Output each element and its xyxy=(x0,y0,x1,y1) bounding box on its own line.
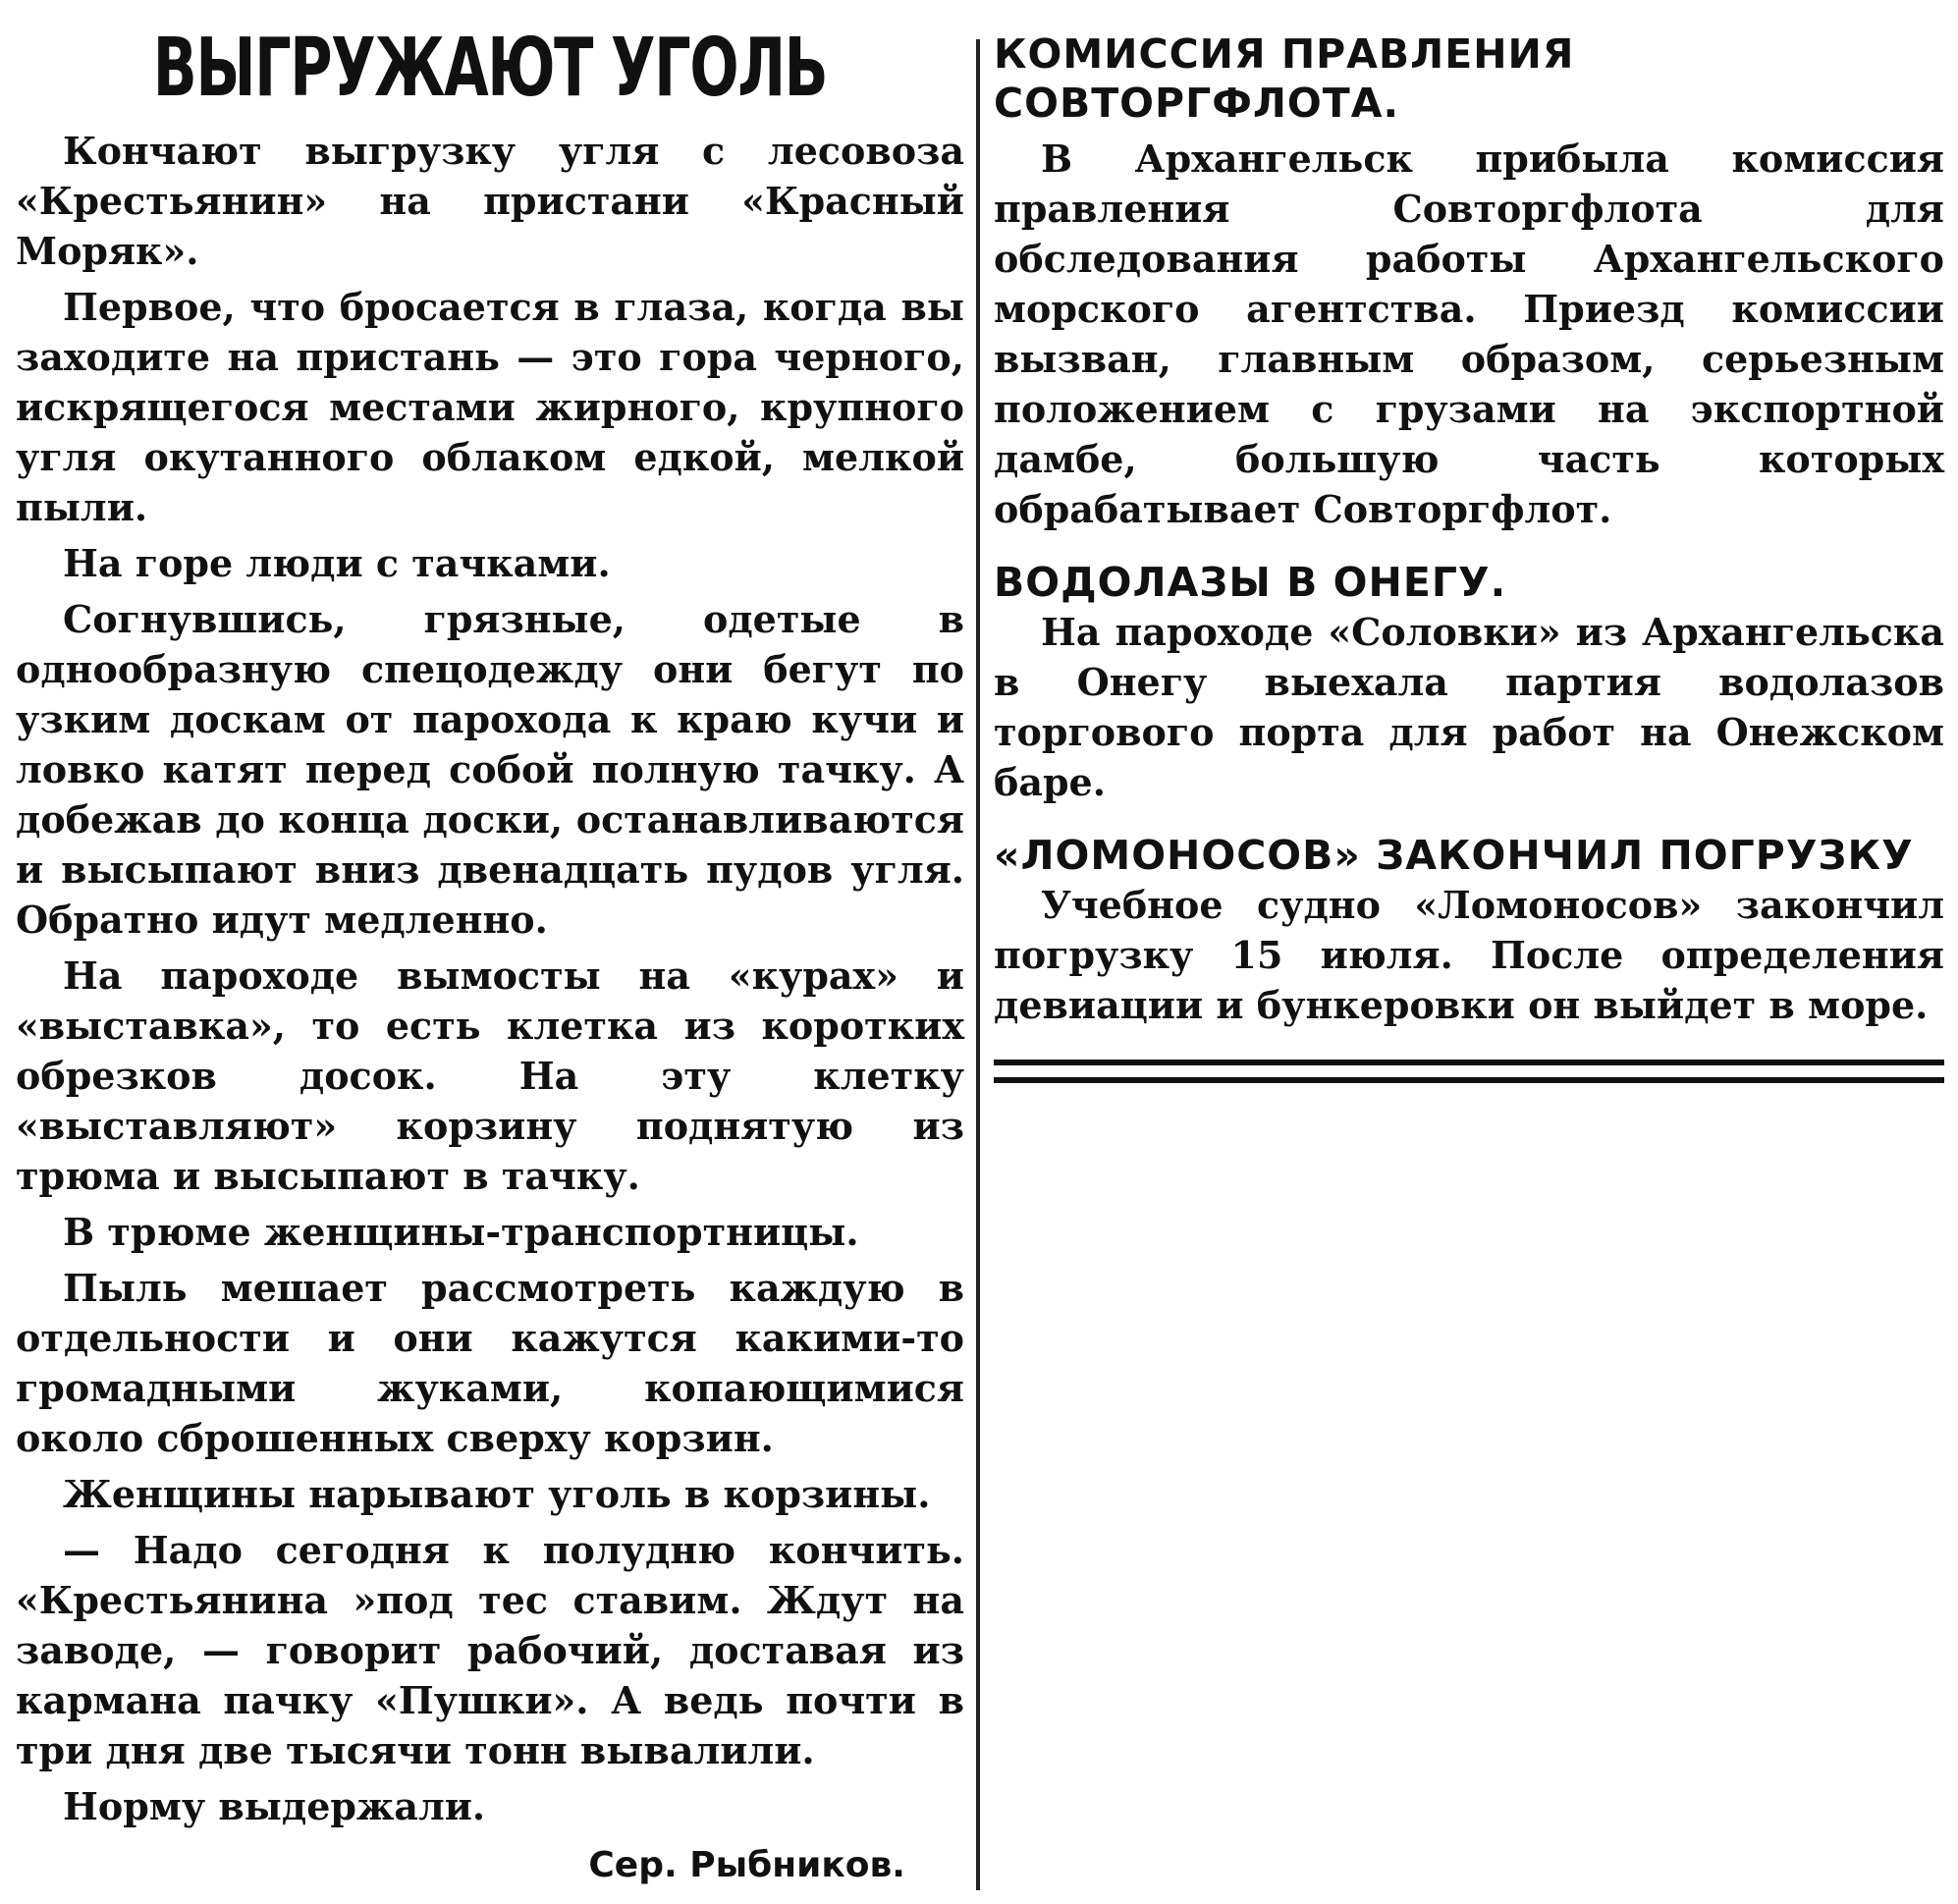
article-text: На пароходе «Соловки» из Архангельска в Онегу выехала партия водолазов торгового порта для работ на Онежском баре. xyxy=(994,610,1944,804)
article-headline: КОМИССИЯ ПРАВЛЕНИЯ СОВТОРГФЛОТА. xyxy=(994,30,1575,127)
article-text: Учебное судно «Ломоносов» закончил погрузку 15 июля. После определения девиации и бункеровки он выйдет в море. xyxy=(994,883,1944,1027)
paragraph: Кончают выгрузку угля с лесовоза «Крестьянин» на пристани «Красный Моряк». xyxy=(16,129,964,273)
article-text: В Архангельск прибыла комиссия правления Совторгфлота для обследования работы Архангельского морского агентства. Приезд комиссии вызван, главным образом, серьезным положением с грузами на экспортной дамбе, большую часть которых обрабатывает Совторгфлот. xyxy=(994,136,1944,531)
rule-line xyxy=(994,1077,1944,1083)
article-divers xyxy=(994,558,1944,807)
article-headline: «ЛОМОНОСОВ» ЗАКОНЧИЛ ПОГРУЗКУ xyxy=(994,832,1914,879)
paragraph: Первое, что бросается в глаза, когда вы заходите на пристань — это гора черного, искрящегося местами жирного, крупного угля окутанного облаком едкой, мелкой пыли. xyxy=(16,285,964,529)
right-column xyxy=(994,0,1944,1083)
rule-line xyxy=(994,1060,1944,1065)
article-headline-coal: ВЫГРУЖАЮТ УГОЛЬ xyxy=(152,22,828,115)
paragraph: Женщины нарывают уголь в корзины. xyxy=(63,1472,931,1516)
paragraph: Пыль мешает рассмотреть каждую в отдельности и они кажутся какими-то громадными жуками, копающимися около сброшенных сверху корзин. xyxy=(16,1266,964,1460)
column-divider xyxy=(976,39,980,1890)
paragraph: Норму выдержали. xyxy=(63,1784,486,1828)
paragraph: — Надо сегодня к полудню кончить. «Крестьянина »под тес ставим. Ждут на заводе, — говорит рабочий, доставая из кармана пачку «Пушки». А ведь почти в три дня две тысячи тонн вывалили. xyxy=(16,1528,964,1772)
paragraph: Согнувшись, грязные, одетые в однообразную спецодежду они бегут по узким доскам от парохода к краю кучи и ловко катят перед собой полную тачку. А добежав до конца доски, останавливаются и высыпают вниз двенадцать пудов угля. Обратно идут медленно. xyxy=(16,597,964,942)
article-headline: ВОДОЛАЗЫ В ОНЕГУ. xyxy=(994,559,1507,606)
paragraph: На горе люди с тачками. xyxy=(63,541,611,585)
double-rule-divider xyxy=(994,1060,1944,1083)
article-commission xyxy=(994,29,1944,534)
byline: Сер. Рыбников. xyxy=(588,1845,905,1885)
left-column xyxy=(16,0,964,1885)
paragraph: На пароходе вымосты на «курах» и «выставка», то есть клетка из коротких обрезков досок. На эту клетку «выставляют» корзину поднятую из трюма и высыпают в тачку. xyxy=(16,953,964,1198)
article-lomonosov xyxy=(994,831,1944,1030)
paragraph: В трюме женщины-транспортницы. xyxy=(63,1210,859,1254)
